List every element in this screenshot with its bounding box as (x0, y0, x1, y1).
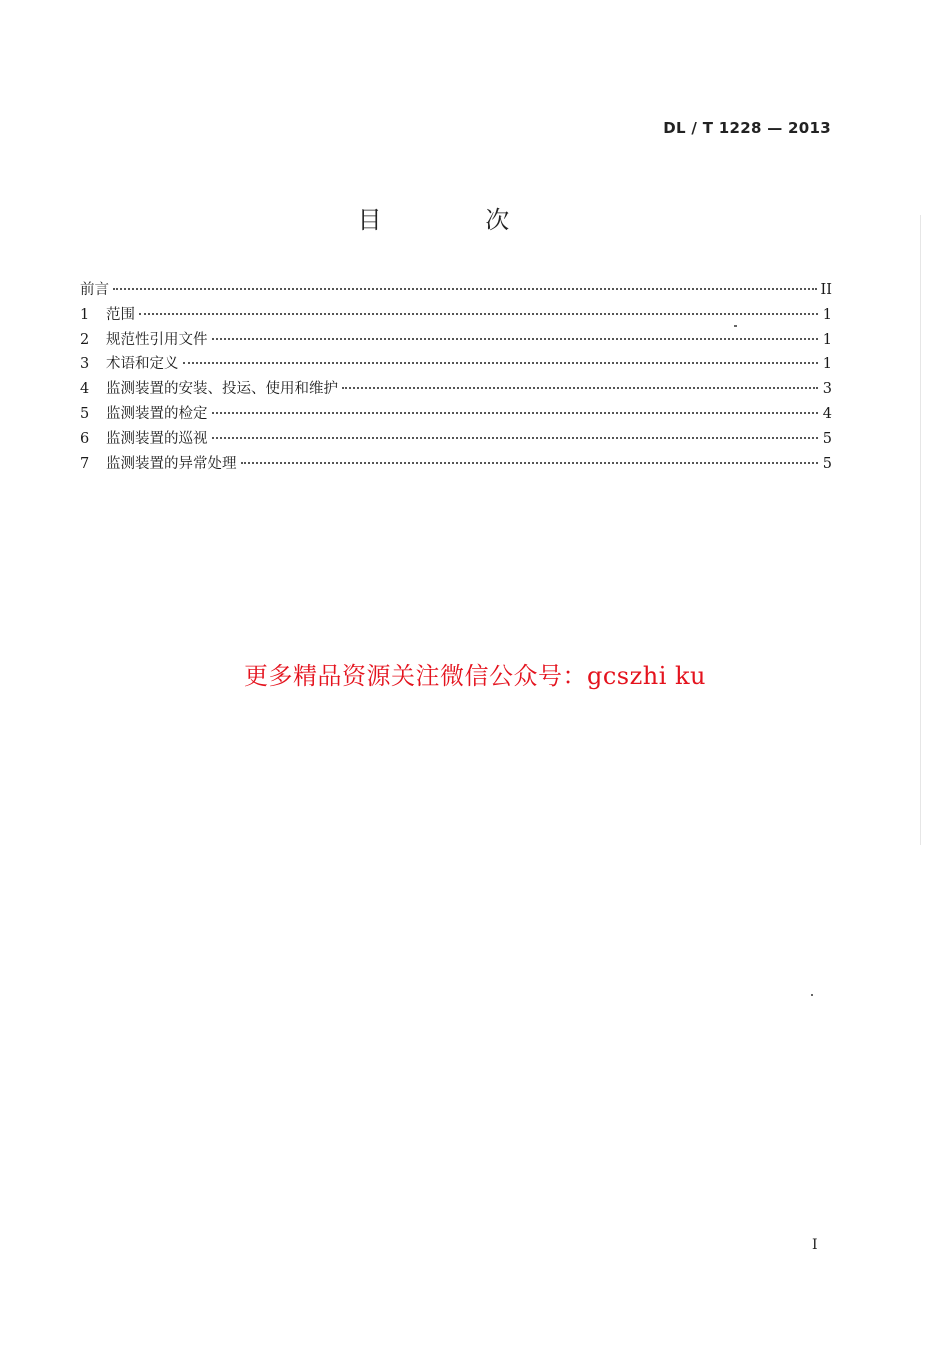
toc-entry-number: 5 (80, 405, 90, 422)
scan-speck (734, 325, 737, 327)
document-code: DL / T 1228 — 2013 (663, 119, 831, 137)
toc-entry-page: 4 (822, 405, 832, 422)
toc-entry-label: 范围 (106, 306, 135, 323)
toc-entry-label: 监测装置的巡视 (106, 430, 208, 447)
toc-entry-4[interactable] (80, 377, 832, 402)
toc-dot-leader (212, 338, 819, 340)
toc-entry-6[interactable] (80, 427, 832, 452)
toc-dot-leader (113, 288, 817, 290)
toc-entry-5[interactable] (80, 402, 832, 427)
toc-entry-number: 1 (80, 306, 90, 323)
toc-entry-number: 2 (80, 331, 90, 348)
toc-dot-leader (183, 362, 819, 364)
toc-entry-label: 监测装置的异常处理 (106, 455, 237, 472)
toc-entry-label: 规范性引用文件 (106, 331, 208, 348)
toc-entry-page: 1 (822, 331, 832, 348)
toc-entry-foreword[interactable] (80, 278, 832, 303)
toc-entry-label: 监测装置的安装、投运、使用和维护 (106, 381, 338, 398)
toc-dot-leader (212, 437, 819, 439)
toc-entry-number: 7 (80, 455, 90, 472)
toc-dot-leader (139, 313, 818, 315)
toc-entry-label: 术语和定义 (106, 356, 179, 373)
toc-dot-leader (241, 462, 819, 464)
toc-dot-leader (212, 412, 819, 414)
toc-entry-page: 1 (822, 356, 832, 373)
toc-entry-number: 6 (80, 430, 90, 447)
promo-watermark-text: 更多精品资源关注微信公众号：gcszhi ku (243, 662, 707, 690)
toc-entry-7[interactable] (80, 452, 832, 477)
toc-title: 目 次 (357, 206, 558, 234)
toc-entry-3[interactable] (80, 352, 832, 377)
toc-entry-page: 5 (822, 455, 832, 472)
toc-entry-page: 5 (822, 430, 832, 447)
table-of-contents (80, 278, 832, 476)
toc-dot-leader (342, 387, 818, 389)
toc-entry-number: 3 (80, 356, 90, 373)
page-number: I (812, 1237, 818, 1253)
toc-entry-page: II (820, 282, 832, 298)
toc-entry-2[interactable] (80, 328, 832, 353)
scan-edge-line (920, 215, 923, 845)
scan-speck (811, 994, 813, 996)
toc-entry-label: 前言 (80, 282, 109, 298)
toc-entry-label: 监测装置的检定 (106, 405, 208, 422)
toc-entry-page: 3 (822, 381, 832, 398)
toc-entry-page: 1 (822, 306, 832, 323)
toc-entry-number: 4 (80, 381, 90, 398)
toc-entry-1[interactable] (80, 303, 832, 328)
